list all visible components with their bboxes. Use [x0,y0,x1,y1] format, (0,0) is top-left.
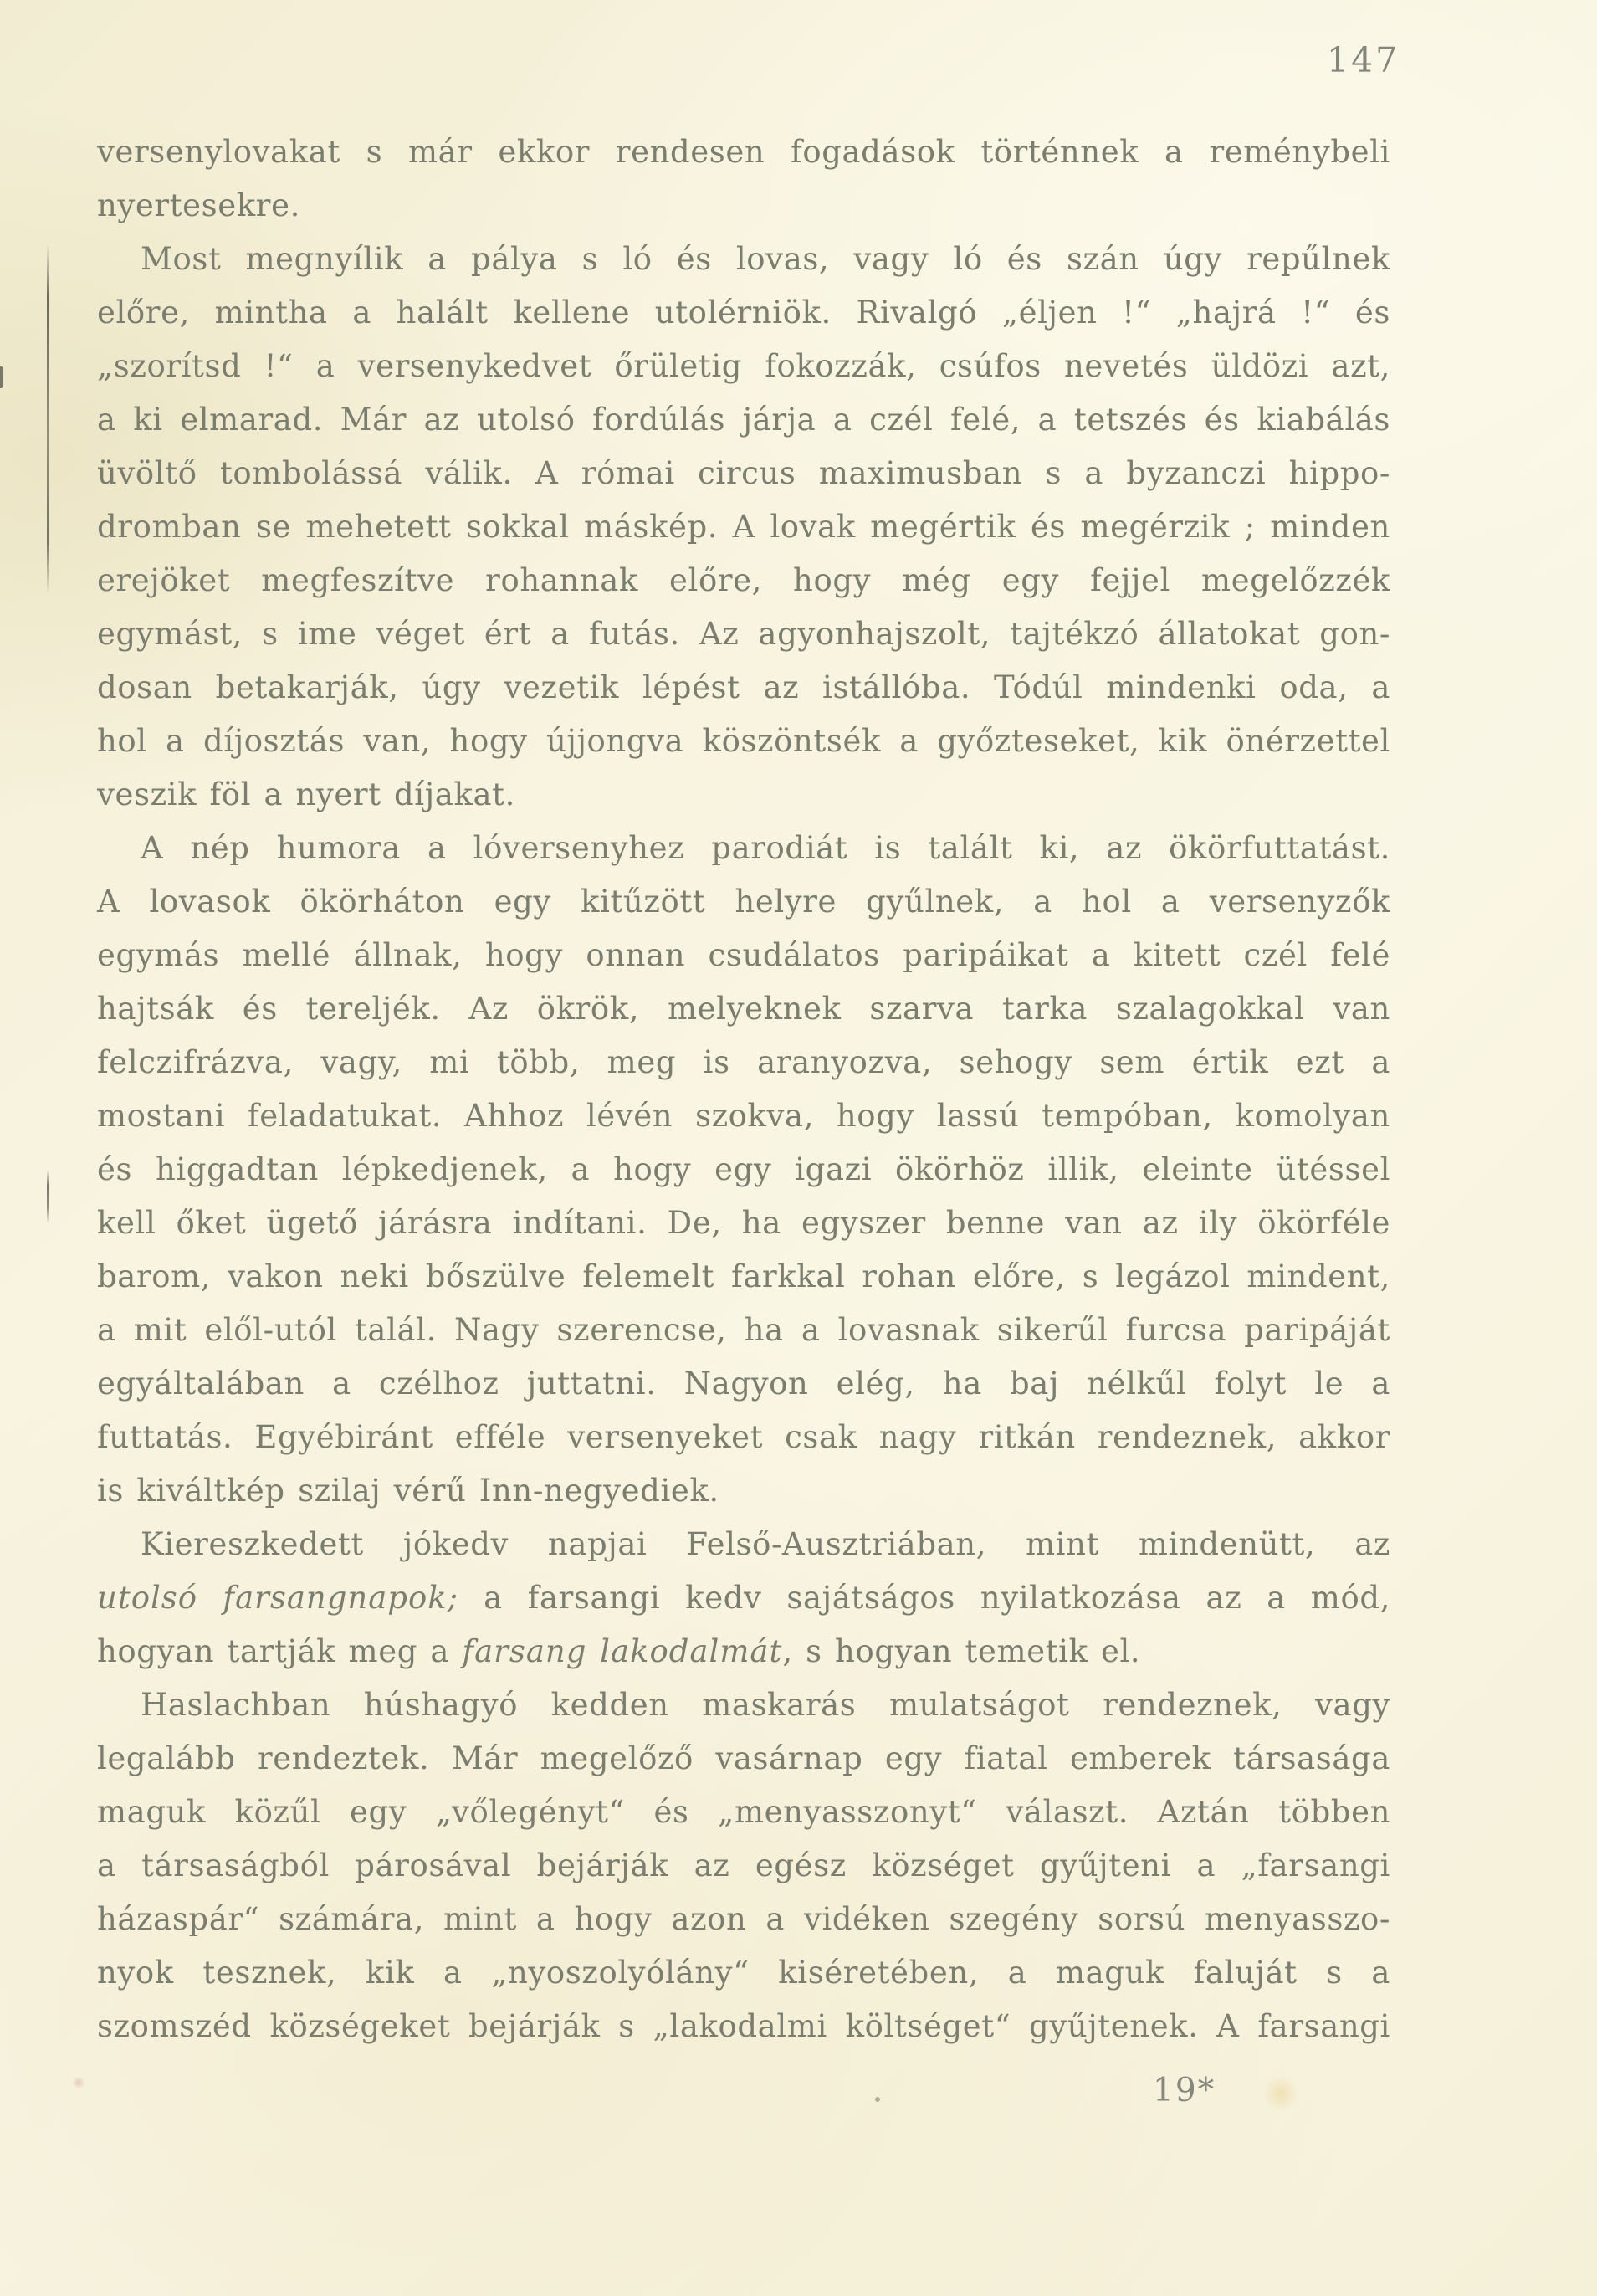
text-run: és higgadtan lépkedjenek, a hogy egy igazi ökörhöz illik, eleinte ütéssel [97,1151,1390,1187]
text-run: versenylovakat s már ekkor rendesen fogadások történnek a reménybeli [97,134,1390,170]
text-run: barom, vakon neki bőszülve felemelt farkkal rohan előre, s legázol mindent, [97,1258,1390,1294]
italic-text-run: farsang lakodalmát [462,1633,783,1669]
text-line [97,286,1390,340]
text-run: nyok tesznek, kik a „nyoszolyólány“ kiséretében, a maguk faluját s a [97,1955,1390,1991]
page-number: 147 [1327,40,1400,80]
text-line [97,1946,1390,2000]
text-run: a társaságból párosával bejárják az egész községet gyűjteni a „farsangi [97,1848,1390,1883]
paper-stain [72,2077,85,2088]
text-run: Kiereszkedett jókedv napjai Felső-Ausztriában, mint mindenütt, az [141,1526,1390,1562]
text-line [97,607,1390,661]
text-run: dromban se mehetett sokkal máskép. A lovak megértik és megérzik ; minden [97,509,1390,545]
scan-edge-mark [0,366,3,388]
text-run: előre, mintha a halált kellene utolérniök. Rivalgó „éljen !“ „hajrá !“ és [97,295,1390,331]
text-run: egyáltalában a czélhoz juttatni. Nagyon elég, ha baj nélkűl folyt le a [97,1366,1390,1402]
scan-edge-shadow-upper [47,244,49,594]
text-run: szomszéd községeket bejárják s „lakodalmi költséget“ gyűjtenek. A farsangi [97,2008,1390,2044]
text-line [97,1678,1390,1732]
text-run: a ki elmarad. Már az utolsó fordúlás járja a czél felé, a tetszés és kiabálás [97,402,1390,438]
text-run: hajtsák és tereljék. Az ökrök, melyeknek szarva tarka szalagokkal van [97,991,1390,1027]
text-line [97,768,1390,822]
text-line [97,1518,1390,1571]
text-line [97,500,1390,554]
text-line [97,1893,1390,1946]
text-line [97,233,1390,286]
text-run: maguk közűl egy „vőlegényt“ és „menyasszonyt“ választ. Aztán többen [97,1794,1390,1830]
text-run: is kiváltkép szilaj vérű Inn-negyediek. [97,1473,719,1509]
text-line [97,1304,1390,1357]
text-run: egymás mellé állnak, hogy onnan csudálatos paripáikat a kitett czél felé [97,937,1390,973]
text-run: a farsangi kedv sajátságos nyilatkozása az a mód, [458,1580,1390,1616]
text-line [97,1464,1390,1518]
text-run: , s hogyan temetik el. [782,1633,1141,1669]
text-line [97,1625,1390,1678]
text-run: futtatás. Egyébiránt efféle versenyeket csak nagy ritkán rendeznek, akkor [97,1419,1390,1455]
text-run: felczifrázva, vagy, mi több, meg is aranyozva, sehogy sem értik ezt a [97,1044,1390,1080]
text-run: kell őket ügető járásra indítani. De, ha egyszer benne van az ily ökörféle [97,1205,1390,1241]
text-line [97,929,1390,982]
text-line [97,2000,1390,2053]
text-line [97,715,1390,768]
text-line [97,661,1390,715]
text-line [97,1786,1390,1839]
text-line [97,447,1390,500]
text-run: A lovasok ökörháton egy kitűzött helyre gyűlnek, a hol a versenyzők [97,884,1390,920]
text-line [97,1732,1390,1786]
text-run: veszik föl a nyert díjakat. [97,776,515,812]
text-run: legalább rendeztek. Már megelőző vasárnap egy fiatal emberek társasága [97,1740,1390,1776]
text-line [97,1839,1390,1893]
text-line [97,1357,1390,1411]
text-run: Most megnyílik a pálya s ló és lovas, vagy ló és szán úgy repűlnek [141,241,1390,277]
text-run: A nép humora a lóversenyhez parodiát is talált ki, az ökörfuttatást. [141,830,1390,866]
signature-mark: 19* [1153,2072,1216,2109]
text-run: Haslachban húshagyó kedden maskarás mulatságot rendeznek, vagy [141,1687,1390,1723]
text-run: dosan betakarják, úgy vezetik lépést az istállóba. Tódúl mindenki oda, a [97,669,1390,705]
scan-edge-shadow-lower [47,1170,49,1223]
text-run: egymást, s ime véget ért a futás. Az agyonhajszolt, tajtékzó állatokat gon- [97,616,1390,652]
text-line [97,340,1390,393]
text-line [97,1197,1390,1250]
text-run: hol a díjosztás van, hogy újjongva köszöntsék a győzteseket, kik önérzettel [97,723,1390,759]
text-run: nyertesekre. [97,187,300,223]
text-line [97,875,1390,929]
text-line [97,1036,1390,1089]
paper-speck [875,2097,880,2102]
text-run: mostani feladatukat. Ahhoz lévén szokva, hogy lassú tempóban, komolyan [97,1098,1390,1134]
text-line [97,393,1390,447]
text-run: házaspár“ számára, mint a hogy azon a vidéken szegény sorsú menyasszo- [97,1901,1390,1937]
text-line [97,1143,1390,1197]
paper-stain [1262,2077,1300,2110]
text-line [97,1571,1390,1625]
text-run: a mit elől-utól talál. Nagy szerencse, ha a lovasnak sikerűl furcsa paripáját [97,1312,1390,1348]
text-block [97,126,1390,2053]
text-run: „szorítsd !“ a versenykedvet őrületig fokozzák, csúfos nevetés üldözi azt, [97,348,1390,384]
text-run: erejöket megfeszítve rohannak előre, hogy még egy fejjel megelőzzék [97,562,1390,598]
text-run: hogyan tartják meg a [97,1633,463,1669]
text-line [97,1250,1390,1304]
text-line [97,179,1390,233]
text-line [97,1411,1390,1464]
text-run: üvöltő tombolássá válik. A római circus maximusban s a byzanczi hippo- [97,455,1390,491]
text-line [97,554,1390,607]
italic-text-run: utolsó farsangnapok; [97,1580,459,1616]
text-line [97,1089,1390,1143]
text-line [97,982,1390,1036]
text-line [97,126,1390,179]
text-line [97,822,1390,875]
